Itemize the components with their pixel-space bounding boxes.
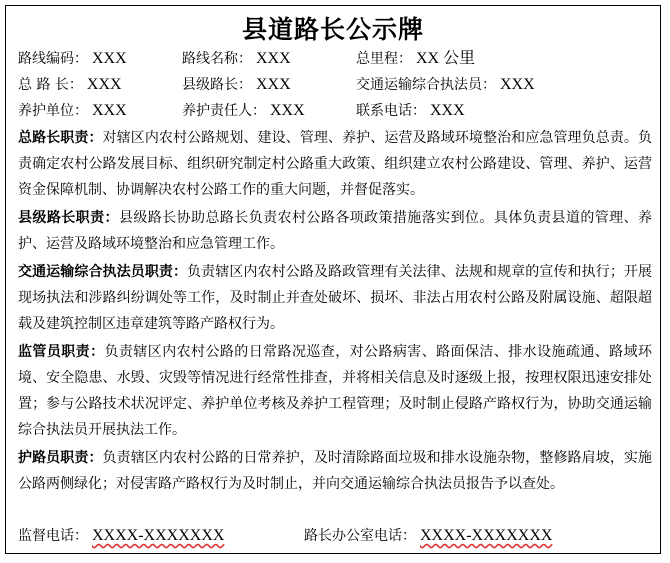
- supervise-phone: 监督电话： XXXX-XXXXXXX: [18, 527, 225, 544]
- duty-text: 负责辖区内农村公路及路政管理有关法律、法规和规章的宣传和执行；开展现场执法和涉路纠纷调处等工作，及时制止并查处破坏、损坏、非法占用农村公路及附属设施、超限超载及建筑控制区违章建筑等路产路权行为。: [18, 264, 653, 332]
- info-contact-phone: 联系电话： XXX: [356, 102, 465, 119]
- info-route-code: 路线编码： XXX: [18, 50, 127, 67]
- info-law-enforcer: 交通运输综合执法员： XXX: [356, 76, 535, 93]
- duty-label: 县级路长职责：: [18, 210, 119, 226]
- info-county-road-leader: 县级路长： XXX: [182, 76, 291, 93]
- duty-label: 总路长职责：: [18, 130, 103, 146]
- duty-county-road-leader: [18, 205, 652, 257]
- office-phone: 路长办公室电话： XXXX-XXXXXXX: [304, 527, 553, 544]
- duty-law-enforcer: [18, 259, 652, 337]
- board-title: 县道路长公示牌: [241, 15, 424, 44]
- duty-text: 县级路长协助总路长负责农村公路各项政策措施落实到位。具体负责县道的管理、养护、运营及路域环境整治和应急管理工作。: [18, 210, 653, 252]
- info-maintenance-unit: 养护单位： XXX: [18, 102, 127, 119]
- duty-road-guard: [18, 445, 652, 497]
- footer-phones: [18, 524, 652, 548]
- duty-text: 负责辖区内农村公路的日常养护，及时清除路面垃圾和排水设施杂物，整修路肩坡，实施公路两侧绿化；对侵害路产路权行为及时制止，并向交通运输综合执法员报告予以查处。: [18, 450, 652, 492]
- duty-text: 对辖区内农村公路规划、建设、管理、养护、运营及路域环境整治和应急管理负总责。负责确定农村公路发展目标、组织研究制定村公路重大政策、组织建立农村公路建设、管理、养护、运营资金保障机制、协调解决农村公路工作的重大问题，并督促落实。: [18, 130, 652, 198]
- duty-label: 护路员职责：: [18, 450, 103, 466]
- info-maintenance-person: 养护责任人： XXX: [182, 102, 305, 119]
- duty-label: 监管员职责：: [18, 344, 105, 360]
- info-route-name: 路线名称： XXX: [182, 50, 291, 67]
- duty-text: 负责辖区内农村公路的日常路况巡查，对公路病害、路面保洁、排水设施疏通、路域环境、安全隐患、水毁、灾毁等情况进行经常性排查，并将相关信息及时逐级上报，按理权限迅速安排处置；参与公路技术状况评定、养护单位考核及养护工程管理；及时制止侵路产路权行为，协助交通运输综合执法员开展执法工作。: [18, 344, 653, 438]
- duty-label: 交通运输综合执法员职责：: [18, 264, 188, 280]
- info-chief-road-leader: 总 路 长： XXX: [18, 76, 122, 93]
- duty-chief-road-leader: [18, 125, 652, 203]
- duty-supervisor: [18, 339, 652, 443]
- info-total-mileage: 总里程： XX 公里: [356, 50, 476, 67]
- notice-board: [5, 5, 661, 554]
